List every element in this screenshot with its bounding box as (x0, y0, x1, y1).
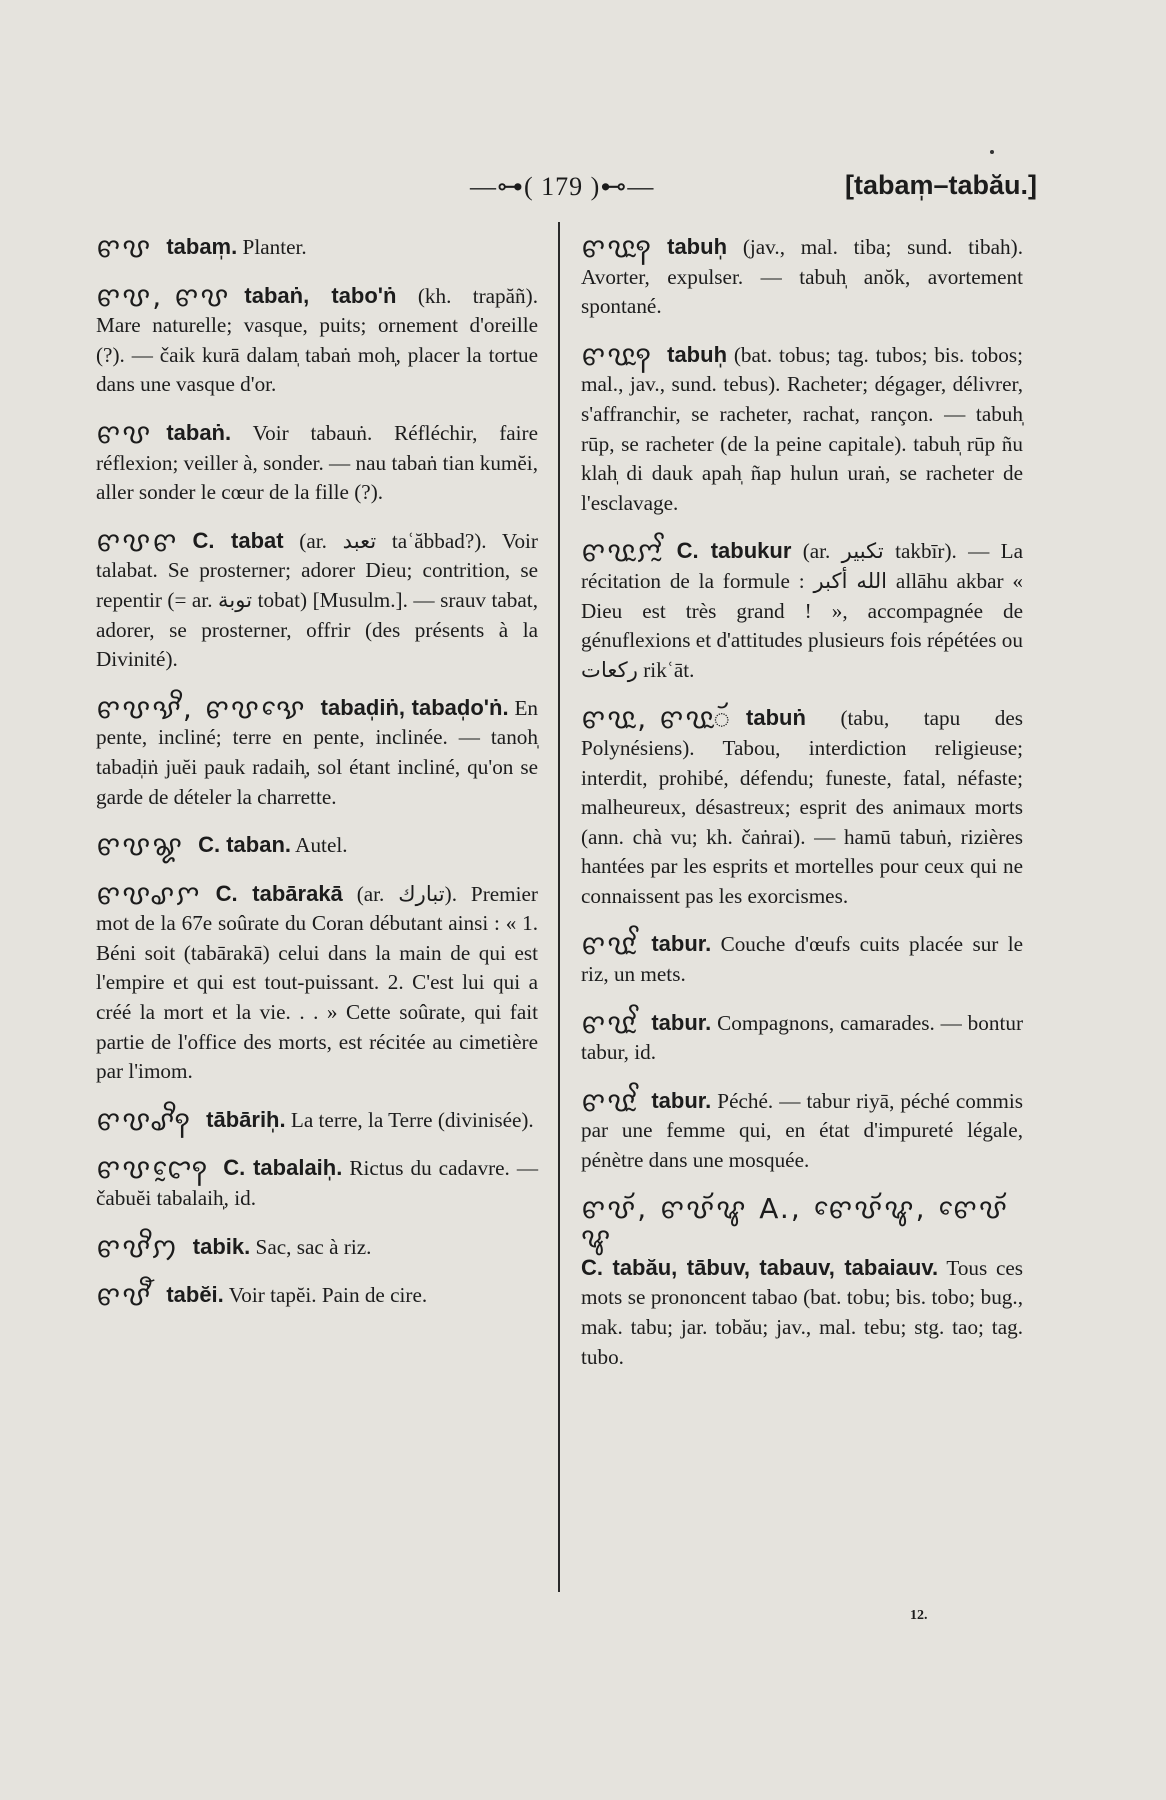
definition: Sac, sac à riz. (255, 1234, 372, 1259)
headword: tabaṅ. (166, 419, 232, 445)
definition: (bat. tobus; tag. tubos; bis. tobos; mal., jav., sund. tebus). Racheter; dégager, délivrer, s'affranchir, se racheter, rachat, rançon. — tabuh̩ rūp, se racheter (de la peine capitale). tabuh̩ rūp ñu klah̩ di dauk apah̩ ñap hulun uraṅ, se racheter de l'esclavage. (581, 342, 1023, 515)
headword: C. taban. (198, 832, 292, 858)
dictionary-entry (96, 830, 538, 861)
definition: Voir tapĕi. Pain de cire. (228, 1283, 428, 1308)
ink-speck (990, 150, 994, 154)
page-number: —⊶( 179 )⊷— (470, 172, 655, 201)
headword: tabĕi. (166, 1282, 224, 1308)
headword: C. tabău, tābuv, tabauv, tabaiauv. (581, 1254, 939, 1280)
headword: C. tabukur (676, 538, 792, 564)
dictionary-entry (96, 1153, 538, 1213)
dictionary-entry (96, 526, 538, 675)
running-header (0, 170, 1166, 210)
dictionary-entry (96, 418, 538, 508)
headword: tābārih̩. (206, 1106, 286, 1132)
dictionary-entry (96, 693, 538, 812)
definition: Couche d'œufs cuits placée sur le riz, un mets. (581, 932, 1023, 987)
cham-script: ꨓꨝꨣꨆ (96, 877, 202, 911)
definition: (tabu, tapu des Polynésiens). Tabou, interdiction religieuse; interdit, prohibé, défendu; funeste, fatal, néfaste; malheureux, désastreux; esprit des animaux morts (ann. chà vu; kh. čaṅrai). — hamū tabuṅ, rizières hantées par les esprits et mortelles pour ceux qui ne connaissent pas les exorcismes. (581, 706, 1023, 908)
headword: tabur. (651, 931, 712, 957)
definition: (ar. تكبير takbīr). — La récitation de la formule : الله أكبر allāhu akbar « Dieu est très grand ! », accompagnée de génuflexions et d'attitudes plusieurs fois répétées ou ركعات rikʿāt. (581, 539, 1024, 682)
headword: tabur. (651, 1087, 712, 1113)
column-rule (558, 222, 560, 1592)
dictionary-entry (581, 1008, 1023, 1068)
dictionary-entry (581, 703, 1023, 911)
cham-script: ꨓꨝꨭꨩ (581, 928, 638, 962)
cham-script: ꨓꨝꨕꨪ, ꨓꨝꨕꨯ (96, 691, 307, 725)
dictionary-entry (96, 1232, 538, 1263)
cham-script: ꨓꨝꨣꨪꩍ (96, 1103, 193, 1137)
headword: tabuh̩ (667, 341, 728, 367)
cham-script: ꨓꨝꨓ (96, 524, 179, 558)
headword: tabuṅ (746, 705, 806, 731)
definition: (kh. trapăñ). Mare naturelle; vasque, puits; ornement d'oreille (?). — čaik kurā dalam̩ tabaṅ moh̩, placer la tortue dans une vasque d'or. (96, 283, 538, 397)
definition: En pente, incliné; terre en pente, inclinée. — tanoh̩ tabad̩iṅ juĕi pauk radaih̩, sol étant incliné, qu'on se garde de dételer la charrette. (96, 695, 538, 809)
dictionary-entry (581, 929, 1023, 989)
cham-script: ꨓꨝꨭꩍ (581, 231, 654, 264)
cham-script: ꨓꨝ, ꨓꨝ (96, 279, 231, 313)
cham-script: ꨓꨝꨭꨆꨭꨩ (581, 535, 663, 569)
dictionary-entry (96, 232, 538, 263)
dictionary-entry (581, 232, 1023, 322)
definition: (ar. تعبد taʿăbbad?). Voir talabat. Se prosterner; adorer Dieu; contrition, se repentir (= ar. توبة tobat) [Musulm.]. — srauv tabat, adorer, se prosterner, offrir (des présents à la Divinité). (96, 528, 538, 672)
definition: (jav., mal. tiba; sund. tibah). Avorter, expulser. — tabuh̩ anŏk, avortement spontané. (581, 235, 1023, 319)
definition: Autel. (295, 833, 348, 858)
cham-script: ꨓꨝ (96, 416, 153, 450)
right-column (581, 232, 1023, 1390)
dictionary-entry (96, 281, 538, 400)
cham-script: ꨓꨝ (96, 231, 153, 264)
definition: Compagnons, camarades. — bontur tabur, id. (581, 1010, 1024, 1065)
cham-script: ꨓꨝꨭ, ꨓꨝꨭꨮ (581, 702, 733, 736)
dictionary-entry (581, 1086, 1023, 1176)
signature-mark: 12. (910, 1608, 928, 1623)
headword: tabaṅ, tabo'ṅ (244, 282, 397, 308)
dictionary-entry (581, 340, 1023, 519)
dictionary-entry (96, 1105, 538, 1136)
dictionary-entry (96, 1280, 538, 1311)
dictionary-entry (581, 1191, 1024, 1373)
cham-script: ꨓꨝꨘ (96, 829, 185, 863)
headword: tabam̩. (166, 234, 238, 259)
definition: Tous ces mots se prononcent tabao (bat. tobu; bis. tobo; bug., mak. tabu; jar. tobău; jav., mal. tebu; stg. tao; tag. tubo. (581, 1255, 1024, 1369)
definition: Péché. — tabur riyā, péché commis par une femme qui, en état d'impureté légale, pénètre dans une mosquée. (581, 1088, 1023, 1173)
definition: Planter. (242, 235, 307, 259)
cham-script: ꨓꨝꨬ (96, 1279, 153, 1313)
cham-script: ꨓꨝꨪꩀ (96, 1230, 179, 1264)
cham-script: ꨓꨝꨭꨩ (581, 1006, 638, 1040)
headword: tabuh̩ (667, 234, 728, 259)
cham-script: ꨓꨝꨤꨰꩍ (96, 1152, 210, 1186)
headword-range: [tabam̩–tabău.] (845, 170, 1038, 200)
left-column (96, 232, 538, 1329)
headword: C. tabat (192, 527, 284, 553)
cham-script: ꨓꨝꨭꨩ (581, 1084, 638, 1118)
dictionary-entry (581, 536, 1023, 685)
headword: C. tabārakā (215, 880, 343, 906)
dictionary-entry (96, 879, 538, 1087)
cham-script: ꨓꨝꨭꩍ (581, 338, 654, 372)
definition: (ar. تبارك). Premier mot de la 67e soûrate du Coran débutant ainsi : « 1. Béni soit (tabārakā) celui dans la main de qui est l'empire et qui est tout-puissant. 2. C'est lui qui a créé la mort et la vie. . . » Cette soûrate, qui fait partie de l'office des morts, est récitée au cimetière par l'imom. (96, 881, 538, 1084)
definition: La terre, la Terre (divinisée). (290, 1107, 534, 1132)
headword: tabad̩iṅ, tabad̩o'ṅ. (320, 694, 509, 720)
cham-script: ꨓꨝꨮ, ꨓꨝꨮꨥ A., ꨓꨯꨝꨮꨥ, ꨓꨯꨝꨮꨥ (581, 1191, 1009, 1255)
headword: tabik. (192, 1233, 251, 1259)
definition: Rictus du cadavre. — čabuĕi tabalaih̩, id. (96, 1156, 539, 1211)
definition: Voir tabauṅ. Réfléchir, faire réflexion; veiller à, sonder. — nau tabaṅ tian kumĕi, aller sonder le cœur de la fille (?). (96, 420, 538, 505)
headword: C. tabalaih̩. (223, 1155, 343, 1181)
headword: tabur. (651, 1009, 712, 1035)
